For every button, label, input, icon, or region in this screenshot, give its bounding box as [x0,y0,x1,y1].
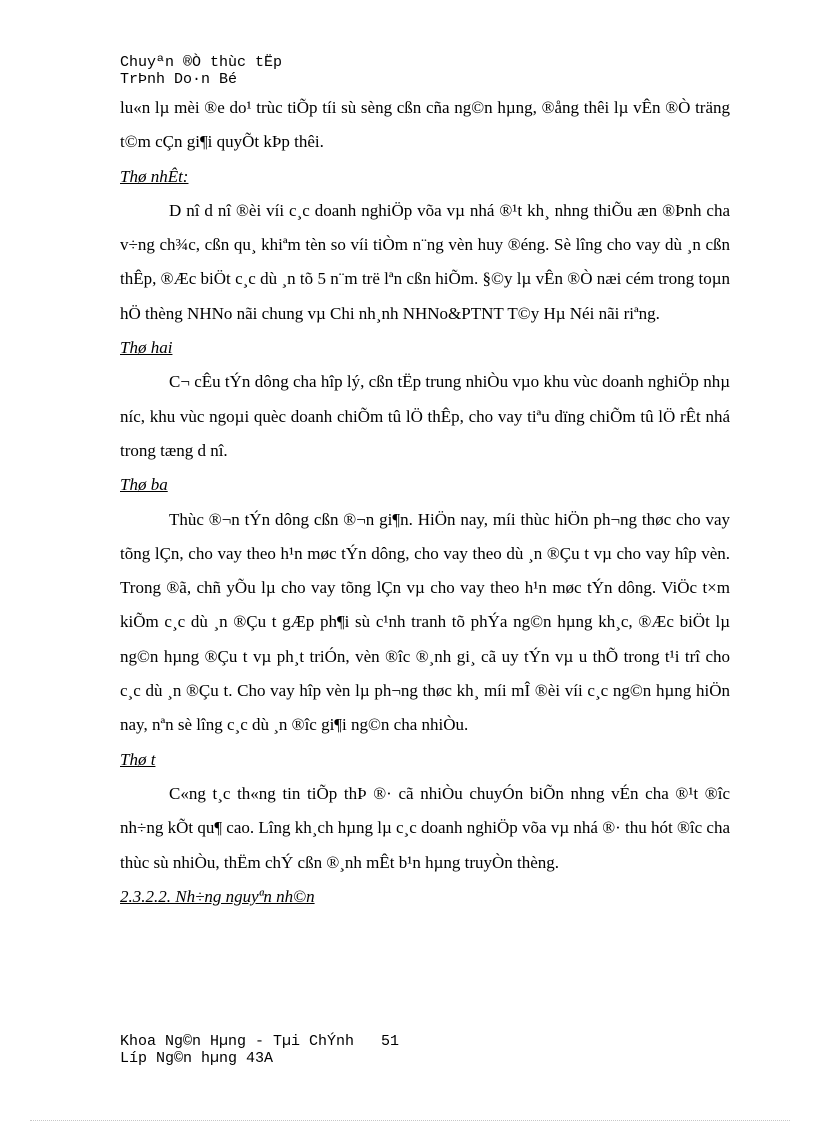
section-heading-fourth: Thø t [120,749,156,769]
intro-paragraph: lu«n lµ mèi ®e do¹ trùc tiÕp tíi sù sèng cßn cña ng©n hµng, ®ång thêi lµ vÊn ®Ò träng t©m cÇn gi¶i quyÕt kÞp thêi. [120,98,730,152]
subsection-heading: 2.3.2.2. Nh÷ng nguyªn nh©n [120,886,315,906]
page-footer [120,1033,399,1067]
section-heading-third: Thø ba [120,475,168,495]
paragraph-fourth: C«ng t¸c th«ng tin tiÕp thÞ ®· cã nhiÒu chuyÓn biÕn nhng vÉn cha ®¹t ®îc nh÷ng kÕt qu¶ cao. Lîng kh¸ch hµng lµ c¸c doanh nghiÖp võa vµ nhá ®· thu hót ®îc cha thùc sù nhiÒu, thËm chÝ cßn ®¸nh mÊt b¹n hµng truyÒn thèng. [120,783,730,872]
section-heading-second: Thø hai [120,338,173,358]
section-heading-first: Thø nhÊt: [120,166,189,186]
page-header [120,54,282,88]
paragraph-third: Thùc ®¬n tÝn dông cßn ®¬n gi¶n. HiÖn nay, míi thùc hiÖn ph¬ng thøc cho vay tõng lÇn, cho vay theo h¹n møc tÝn dông, cho vay theo dù ¸n ®Çu t vµ cho vay hîp vèn. Trong ®ã, chñ yÕu lµ cho vay tõng lÇn vµ cho vay theo h¹n møc tÝn dông. ViÖc t×m kiÕm c¸c dù ¸n ®Çu t gÆp ph¶i sù c¹nh tranh tõ phÝa ng©n hµng kh¸c, ®Æc biÖt lµ ng©n hµng ®Çu t vµ ph¸t triÓn, vèn ®îc ®¸nh gi¸ cã uy tÝn vµ u thÕ trong t¹i trî cho c¸c dù ¸n ®Çu t. Cho vay hîp vèn lµ ph¬ng thøc kh¸ míi mÎ ®èi víi c¸c ng©n hµng hiÖn nay, nªn sè lîng c¸c dù ¸n ®îc gi¶i ng©n cha nhiÒu. [120,509,730,735]
footer-line-2: Líp Ng©n hµng 43A [120,1050,274,1067]
page-bottom-divider [30,1120,790,1121]
header-line-1: Chuyªn ®Ò thùc tËp [120,54,283,71]
paragraph-second: C¬ cÊu tÝn dông cha hîp lý, cßn tËp trung nhiÒu vµo khu vùc doanh nghiÖp nhµ níc, khu vùc ngoµi quèc doanh chiÕm tû lÖ thÊp, cho vay tiªu dïng chiÕm tû lÖ rÊt nhá trong tæng d nî. [120,372,730,460]
header-line-2: TrÞnh Do·n Bé [120,71,238,88]
paragraph-first: D nî d nî ®èi víi c¸c doanh nghiÖp võa vµ nhá ®¹t kh¸ nhng thiÕu æn ®Þnh cha v÷ng ch¾c, cßn qu¸ khiªm tèn so víi tiÒm n¨ng vèn huy ®éng. Sè lîng cho vay dù ¸n cßn thÊp, ®Æc biÖt c¸c dù ¸n tõ 5 n¨m trë lªn cßn hiÕm. §©y lµ vÊn ®Ò næi cém trong toµn hÖ thèng NHNo nãi chung vµ Chi nh¸nh NHNo&PTNT T©y Hµ Néi nãi riªng. [120,200,730,323]
footer-line-1: Khoa Ng©n Hµng - Tµi ChÝnh 51 [120,1033,400,1050]
document-body [120,91,730,914]
